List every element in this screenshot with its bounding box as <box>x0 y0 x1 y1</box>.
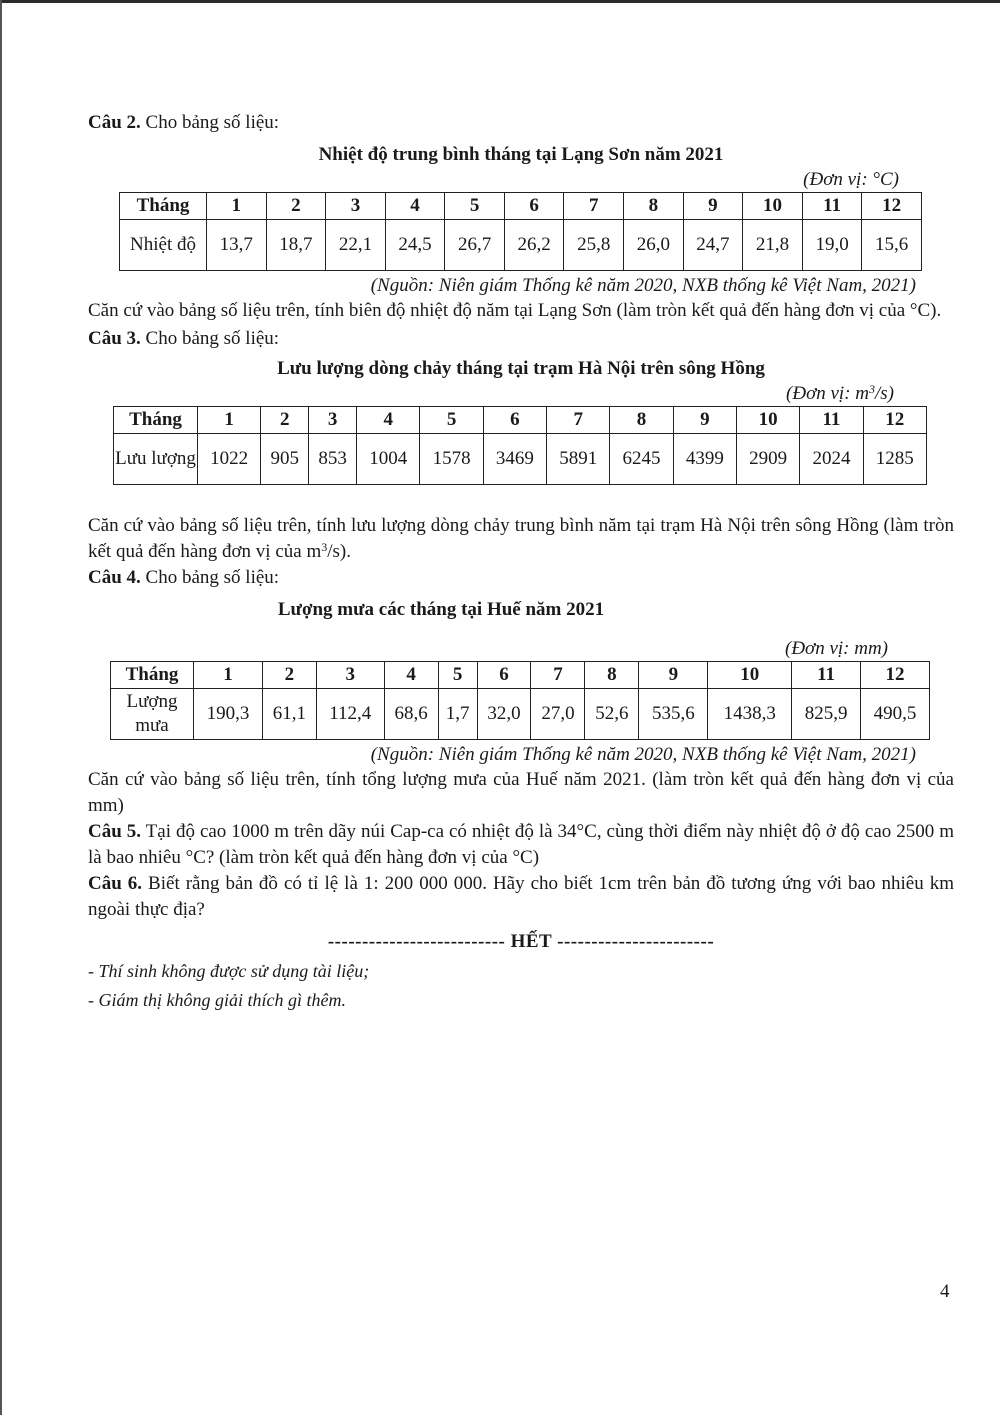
value-cell: 25,8 <box>564 220 624 271</box>
month-header-cell: 8 <box>624 193 684 220</box>
value-cell: 18,7 <box>266 220 326 271</box>
month-header-cell: 6 <box>483 407 546 434</box>
month-header-cell: 12 <box>861 662 930 689</box>
row-label-cell: Lưu lượng <box>114 434 198 485</box>
note-1: - Thí sinh không được sử dụng tài liệu; <box>88 961 370 981</box>
value-cell: 24,7 <box>683 220 743 271</box>
q3-unit: (Đơn vị: $m^3/s$) <box>786 382 894 404</box>
month-header-cell: 12 <box>862 193 922 220</box>
value-cell: 905 <box>261 434 309 485</box>
table-value-row <box>114 434 927 485</box>
q6-paragraph <box>88 871 954 923</box>
month-header-cell: 4 <box>357 407 420 434</box>
value-cell: 5891 <box>547 434 610 485</box>
month-header-cell: 7 <box>564 193 624 220</box>
q4-label: Câu 4. <box>88 567 141 588</box>
q4-intro: Cho bảng số liệu: <box>140 567 280 588</box>
q5-text: Tại độ cao 1000 m trên dãy núi Cap-ca có nhiệt độ là 34°C, cùng thời điểm này nhiệt độ ở độ cao 2500 m là bao nhiêu °C? (làm tròn kết quả đến hàng đơn vị của °C) <box>88 821 954 868</box>
month-header-cell: 9 <box>683 193 743 220</box>
q2-label: Câu 2. <box>88 112 141 133</box>
header-cell: Tháng <box>114 407 198 434</box>
month-header-cell: 1 <box>207 193 267 220</box>
note-2: - Giám thị không giải thích gì thêm. <box>88 990 346 1010</box>
value-cell: 26,0 <box>624 220 684 271</box>
page-number: 4 <box>940 1281 950 1302</box>
q4-question: Căn cứ vào bảng số liệu trên, tính tổng lượng mưa của Huế năm 2021. (làm tròn kết quả đến hàng đơn vị của mm) <box>88 769 954 816</box>
q5-label: Câu 5. <box>88 821 142 842</box>
month-header-cell: 11 <box>792 662 861 689</box>
q2-intro: Cho bảng số liệu: <box>140 112 280 133</box>
month-header-cell: 7 <box>547 407 610 434</box>
table-header-row <box>120 193 922 220</box>
value-cell: 4399 <box>673 434 736 485</box>
month-header-cell: 10 <box>708 662 792 689</box>
value-cell: 27,0 <box>531 689 585 740</box>
month-header-cell: 8 <box>585 662 639 689</box>
q2-unit: (Đơn vị: °C) <box>803 169 899 190</box>
q4-source: (Nguồn: Niên giám Thống kê năm 2020, NXB thống kê Việt Nam, 2021) <box>370 744 916 765</box>
q3-heading <box>88 326 954 352</box>
q2-table <box>119 192 922 271</box>
value-cell: 24,5 <box>385 220 445 271</box>
q3-title: Lưu lượng dòng chảy tháng tại trạm Hà Nội trên sông Hồng <box>277 358 765 379</box>
q6-label: Câu 6. <box>88 873 143 894</box>
value-cell: 32,0 <box>477 689 531 740</box>
month-header-cell: 12 <box>863 407 926 434</box>
month-header-cell: 8 <box>610 407 673 434</box>
month-header-cell: 1 <box>198 407 261 434</box>
month-header-cell: 4 <box>384 662 438 689</box>
month-header-cell: 2 <box>261 407 309 434</box>
q3-intro: Cho bảng số liệu: <box>140 328 280 349</box>
table-header-row <box>114 407 927 434</box>
q5-paragraph <box>88 819 954 871</box>
value-cell: 1438,3 <box>708 689 792 740</box>
month-header-cell: 9 <box>639 662 708 689</box>
value-cell: 6245 <box>610 434 673 485</box>
end-marker: -------------------------- HẾT ----------------------- <box>327 931 715 952</box>
value-cell: 1285 <box>863 434 926 485</box>
value-cell: 26,2 <box>504 220 564 271</box>
q4-title: Lượng mưa các tháng tại Huế năm 2021 <box>277 599 605 620</box>
month-header-cell: 11 <box>802 193 862 220</box>
value-cell: 15,6 <box>862 220 922 271</box>
month-header-cell: 11 <box>800 407 863 434</box>
value-cell: 112,4 <box>316 689 384 740</box>
value-cell: 1004 <box>357 434 420 485</box>
value-cell: 26,7 <box>445 220 505 271</box>
q4-heading <box>88 565 954 591</box>
value-cell: 3469 <box>483 434 546 485</box>
month-header-cell: 10 <box>743 193 803 220</box>
table-value-row <box>120 220 922 271</box>
value-cell: 490,5 <box>861 689 930 740</box>
q3-question: Căn cứ vào bảng số liệu trên, tính lưu lượng dòng chảy trung bình năm tại trạm Hà Nội trên sông Hồng (làm tròn kết quả đến hàng đơn vị của $m^3/s$). <box>88 515 954 562</box>
exam-page <box>88 110 954 1015</box>
month-header-cell: 1 <box>194 662 263 689</box>
value-cell: 21,8 <box>743 220 803 271</box>
month-header-cell: 2 <box>262 662 316 689</box>
value-cell: 19,0 <box>802 220 862 271</box>
q4-unit: (Đơn vị: mm) <box>785 638 888 659</box>
q2-title: Nhiệt độ trung bình tháng tại Lạng Sơn năm 2021 <box>318 144 724 165</box>
value-cell: 190,3 <box>194 689 263 740</box>
value-cell: 1,7 <box>438 689 477 740</box>
month-header-cell: 3 <box>309 407 357 434</box>
value-cell: 68,6 <box>384 689 438 740</box>
value-cell: 1022 <box>198 434 261 485</box>
header-cell: Tháng <box>111 662 194 689</box>
q2-question: Căn cứ vào bảng số liệu trên, tính biên độ nhiệt độ năm tại Lạng Sơn (làm tròn kết quả đến hàng đơn vị của °C). <box>88 300 942 321</box>
table-value-row <box>111 689 930 740</box>
q2-heading <box>88 110 954 136</box>
q4-table <box>110 661 930 740</box>
month-header-cell: 3 <box>326 193 386 220</box>
value-cell: 1578 <box>420 434 483 485</box>
value-cell: 825,9 <box>792 689 861 740</box>
month-header-cell: 6 <box>477 662 531 689</box>
q3-label: Câu 3. <box>88 328 141 349</box>
header-cell: Tháng <box>120 193 207 220</box>
q3-table <box>113 406 927 485</box>
value-cell: 52,6 <box>585 689 639 740</box>
row-label-cell: Nhiệt độ <box>120 220 207 271</box>
left-edge <box>0 0 2 1415</box>
month-header-cell: 10 <box>736 407 799 434</box>
value-cell: 22,1 <box>326 220 386 271</box>
month-header-cell: 4 <box>385 193 445 220</box>
value-cell: 2909 <box>736 434 799 485</box>
month-header-cell: 5 <box>438 662 477 689</box>
month-header-cell: 9 <box>673 407 736 434</box>
month-header-cell: 7 <box>531 662 585 689</box>
q2-source: (Nguồn: Niên giám Thống kê năm 2020, NXB thống kê Việt Nam, 2021) <box>370 275 916 296</box>
top-border <box>0 0 1000 3</box>
month-header-cell: 5 <box>445 193 505 220</box>
value-cell: 61,1 <box>262 689 316 740</box>
month-header-cell: 3 <box>316 662 384 689</box>
value-cell: 13,7 <box>207 220 267 271</box>
month-header-cell: 6 <box>504 193 564 220</box>
month-header-cell: 5 <box>420 407 483 434</box>
table-header-row <box>111 662 930 689</box>
value-cell: 853 <box>309 434 357 485</box>
month-header-cell: 2 <box>266 193 326 220</box>
value-cell: 2024 <box>800 434 863 485</box>
q6-text: Biết rằng bản đồ có tỉ lệ là 1: 200 000 000. Hãy cho biết 1cm trên bản đồ tương ứng với bao nhiêu km ngoài thực địa? <box>88 873 954 920</box>
row-label-cell: Lượng mưa <box>111 689 194 740</box>
value-cell: 535,6 <box>639 689 708 740</box>
